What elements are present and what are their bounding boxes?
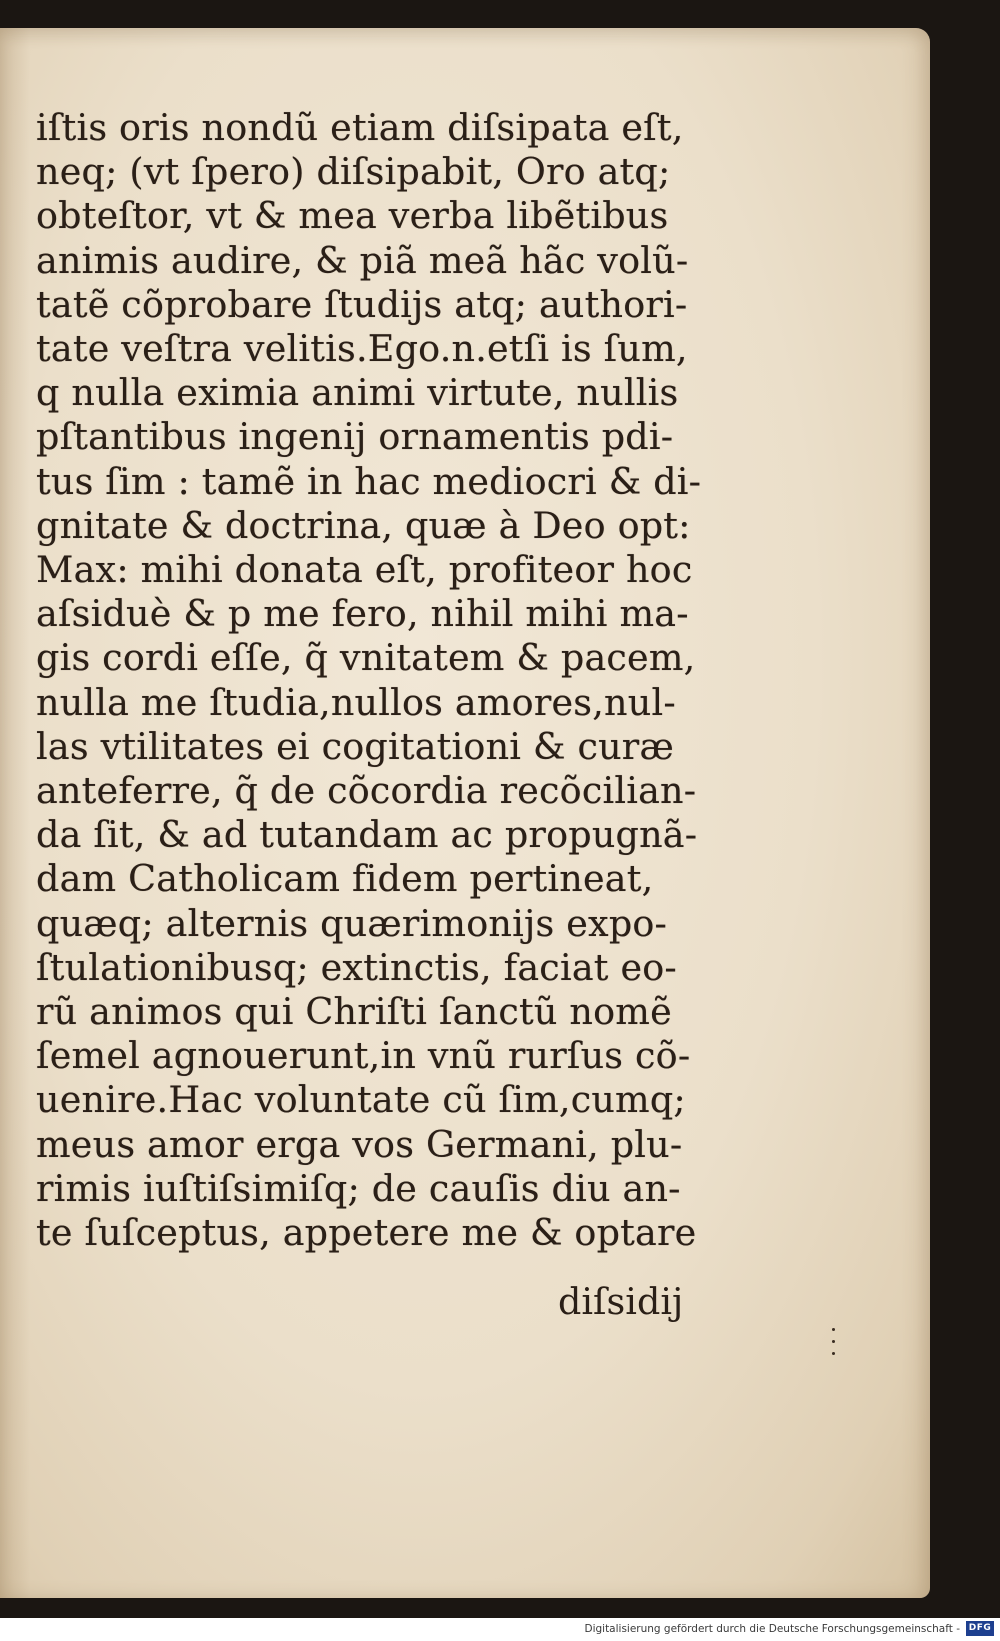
text-line: aſsiduè & p me fero, nihil mihi ma- <box>36 592 689 636</box>
catchword: diſsidij <box>558 1280 684 1323</box>
text-line: gnitate & doctrina, quæ à Deo opt: <box>36 503 691 547</box>
text-line: uenire.Hac voluntate cũ ſim,cumq; <box>36 1078 686 1122</box>
text-line: tatẽ cõprobare ſtudijs atq; authori- <box>36 282 688 326</box>
margin-mark <box>832 1352 835 1355</box>
text-line: rũ animos qui Chriſti ſanctũ nomẽ <box>36 990 672 1034</box>
text-line: q nulla eximia animi virtute, nullis <box>36 371 679 415</box>
text-line: las vtilitates ei cogitationi & curæ <box>36 724 674 768</box>
margin-mark <box>832 1328 835 1331</box>
dfg-logo-icon: DFG <box>966 1621 994 1636</box>
text-line: rimis iuſtiſsimiſq; de cauſis diu an- <box>36 1166 681 1210</box>
text-line: anteferre, q̃ de cõcordia recõcilian- <box>36 769 697 813</box>
text-line: Max: mihi donata eſt, profiteor hoc <box>36 548 693 592</box>
margin-mark <box>832 1340 835 1343</box>
text-line: ſemel agnouerunt,in vnũ rurſus cõ- <box>36 1034 691 1078</box>
text-line: tus ſim : tamẽ in hac mediocri & di- <box>36 459 702 503</box>
text-line: iſtis oris nondũ etiam diſsipata eſt, <box>36 106 684 149</box>
text-line: meus amor erga vos Germani, plu- <box>36 1122 683 1166</box>
text-line: animis audire, & piã meã hãc volũ- <box>36 238 689 282</box>
text-line: nulla me ſtudia,nullos amores,nul- <box>36 680 676 724</box>
page-gutter-shadow <box>0 28 30 1598</box>
text-line: dam Catholicam fidem pertineat, <box>36 857 654 901</box>
text-line: ſtulationibusq; extinctis, faciat eo- <box>36 945 677 989</box>
text-line: te ſuſceptus, appetere me & optare <box>36 1211 697 1255</box>
text-line: neq; (vt ſpero) diſsipabit, Oro atq; <box>36 150 671 194</box>
footer-bar <box>0 1618 1000 1641</box>
funding-credit: Digitalisierung gefördert durch die Deutsche Forschungsgemeinschaft - <box>584 1623 960 1635</box>
page-text-block <box>36 106 702 1255</box>
book-page <box>0 28 930 1598</box>
text-line: obteſtor, vt & mea verba libẽtibus <box>36 194 669 238</box>
text-line: gis cordi eſſe, q̃ vnitatem & pacem, <box>36 636 696 680</box>
text-line: da ſit, & ad tutandam ac propugnã- <box>36 813 698 857</box>
text-line: quæq; alternis quærimonijs expo- <box>36 901 668 945</box>
text-line: pſtantibus ingenij ornamentis pdi- <box>36 415 674 459</box>
text-line: tate veſtra velitis.Ego.n.etſi is ſum, <box>36 327 688 371</box>
